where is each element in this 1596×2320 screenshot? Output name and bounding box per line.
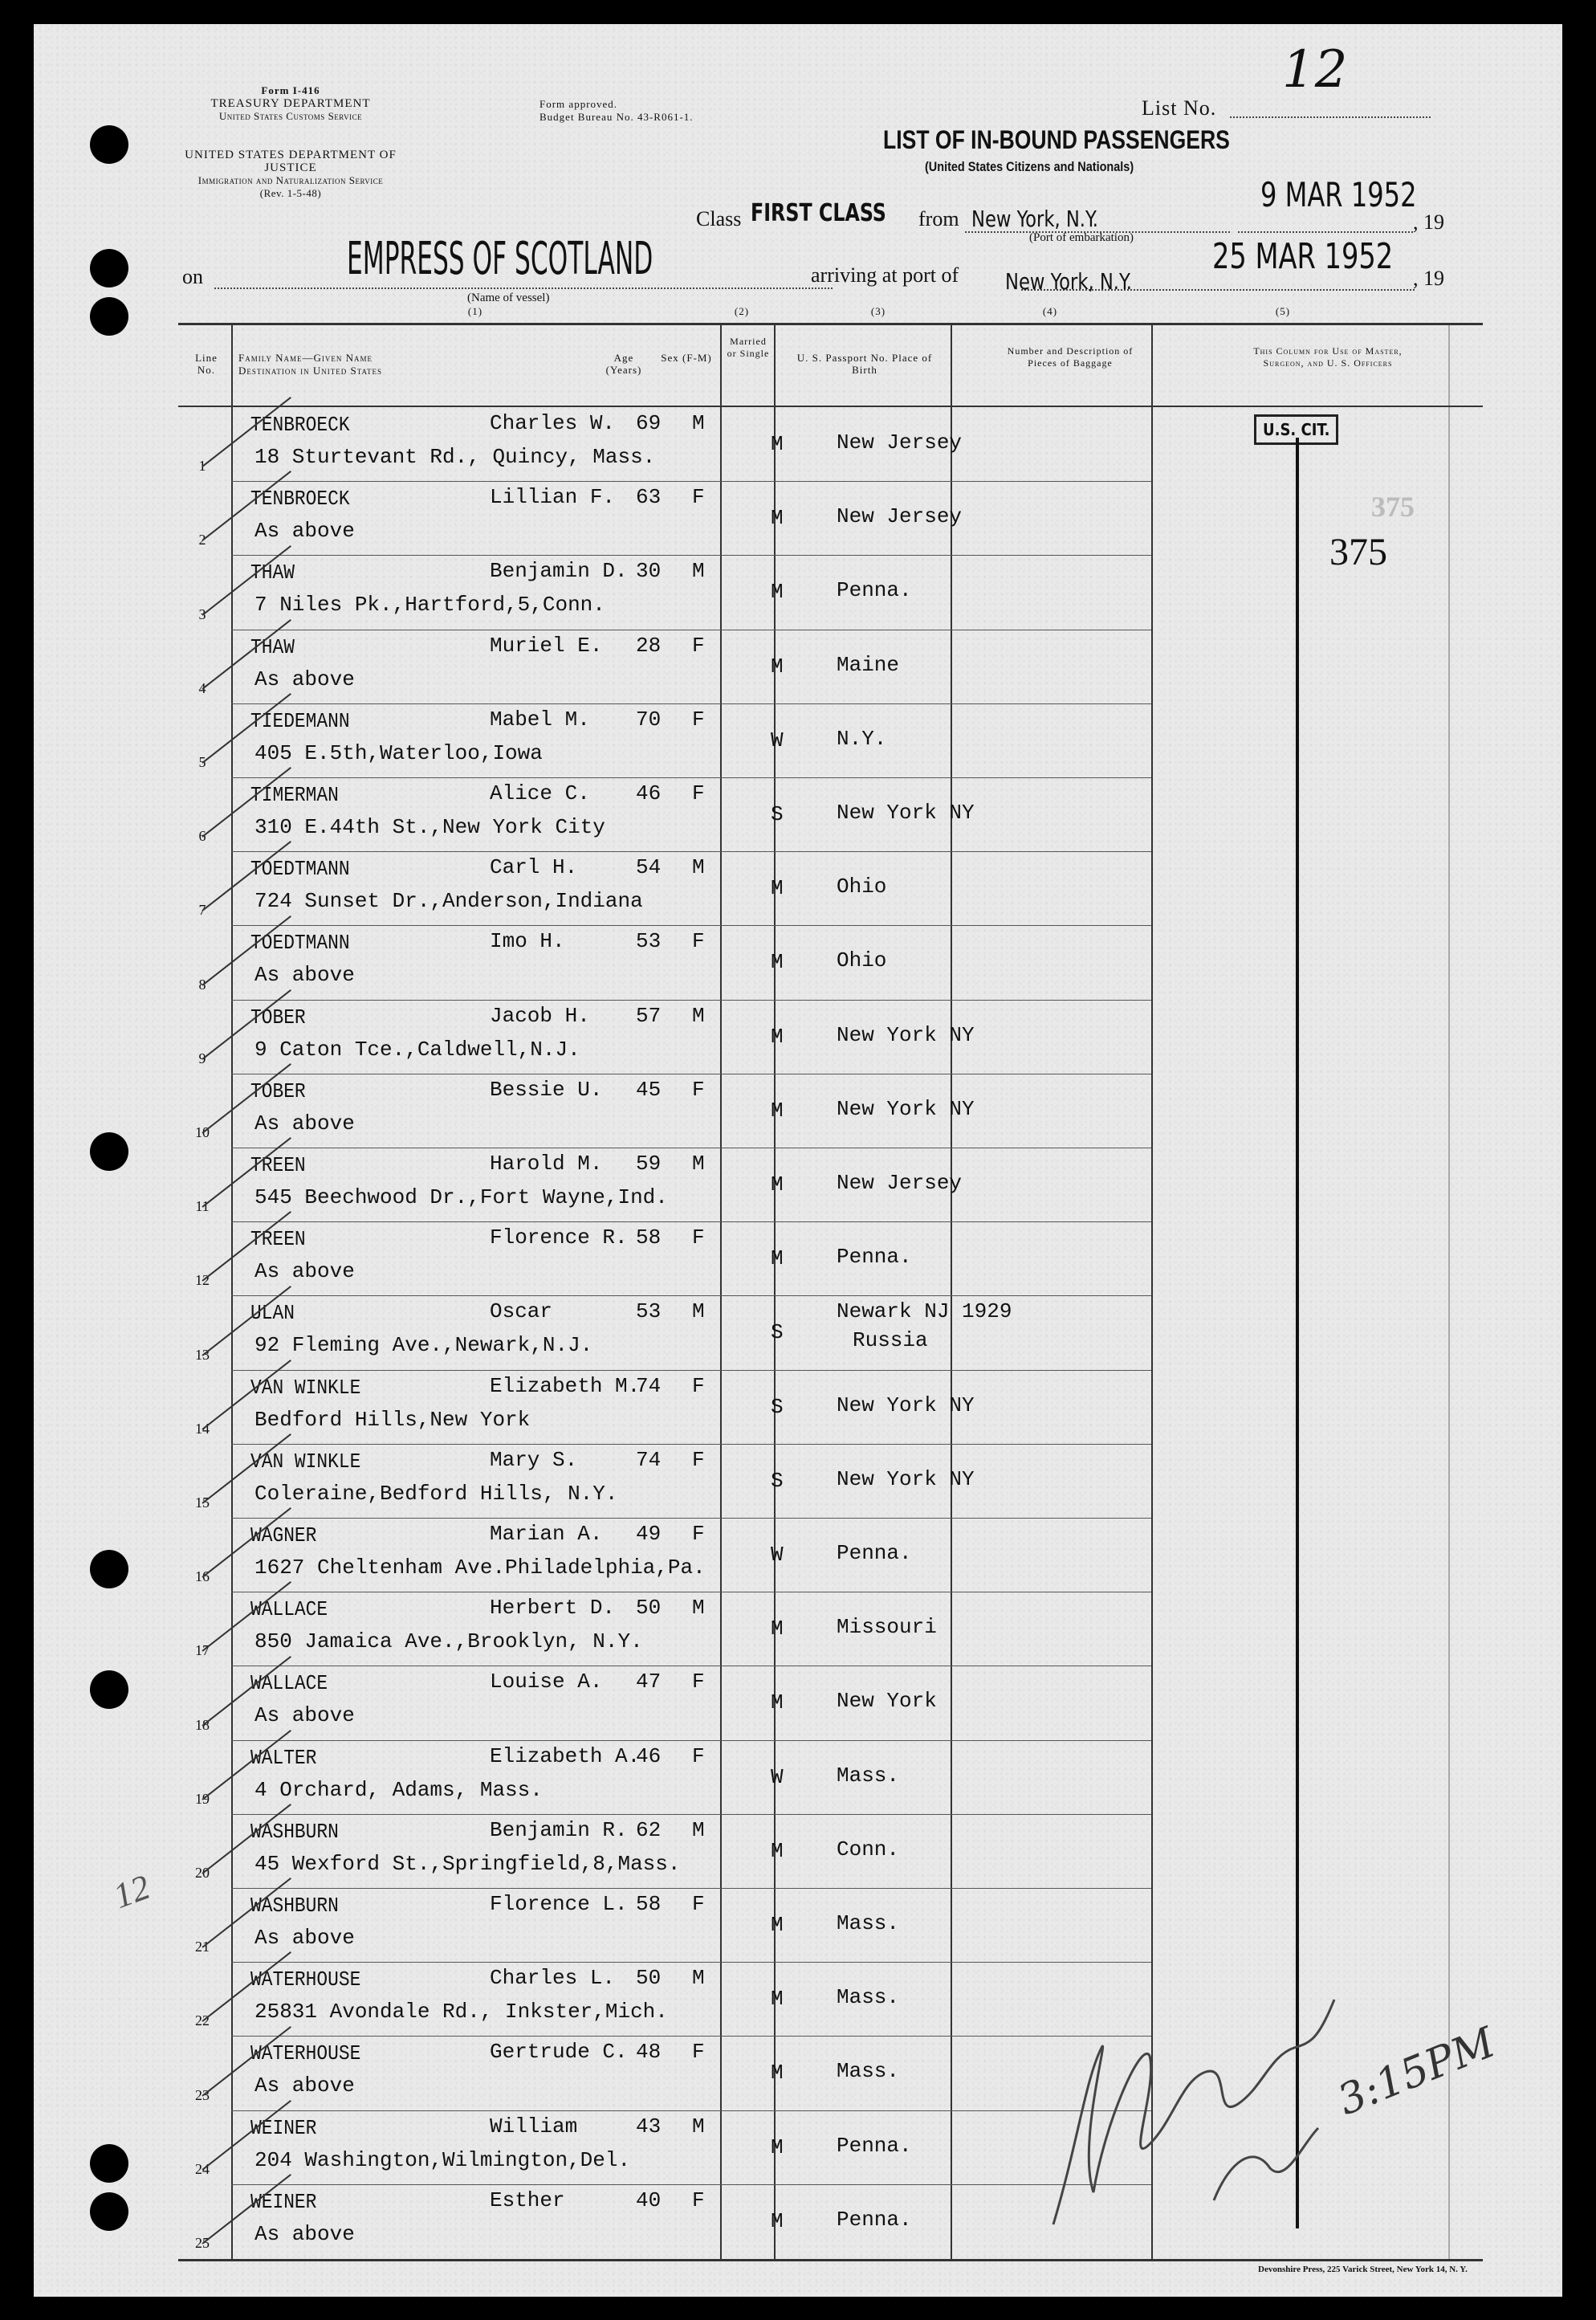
col-head-sex: Sex (F-M) xyxy=(661,352,712,364)
class-label: Class xyxy=(696,207,742,230)
sex: F xyxy=(692,1743,705,1768)
destination: 405 E.5th,Waterloo,Iowa xyxy=(254,740,543,765)
table-row xyxy=(34,852,1562,926)
marital-status: M xyxy=(771,432,784,456)
family-name: TENBROECK xyxy=(250,487,350,512)
col-head-married: Married or Single xyxy=(727,336,770,359)
given-name: Florence L. xyxy=(490,1892,628,1916)
age: 54 xyxy=(636,855,662,880)
destination: 545 Beechwood Dr.,Fort Wayne,Ind. xyxy=(254,1185,668,1209)
table-row xyxy=(34,1222,1562,1296)
age: 53 xyxy=(636,1299,662,1324)
arriving-port: New York, N.Y. xyxy=(1005,268,1132,295)
family-name: WEINER xyxy=(250,2115,317,2140)
sex: F xyxy=(692,1670,705,1694)
given-name: Jacob H. xyxy=(490,1003,590,1028)
given-name: Charles W. xyxy=(490,411,616,435)
given-name: Gertrude C. xyxy=(490,2040,628,2065)
table-row xyxy=(34,408,1562,482)
sex: M xyxy=(692,1152,705,1176)
table-row xyxy=(34,1445,1562,1519)
given-name: Marian A. xyxy=(490,1522,603,1546)
marital-status: M xyxy=(771,2134,784,2159)
marital-status: M xyxy=(771,1987,784,2012)
treasury-header xyxy=(162,84,419,123)
destination: 18 Sturtevant Rd., Quincy, Mass. xyxy=(254,445,656,469)
age: 74 xyxy=(636,1447,662,1472)
given-name: Louise A. xyxy=(490,1670,603,1694)
col-num-5: (5) xyxy=(1275,305,1291,317)
arriving-label: arriving at port of xyxy=(811,263,959,287)
line-number: 25 xyxy=(195,2234,210,2251)
from-value: New York, N.Y. xyxy=(971,206,1098,232)
marital-status: M xyxy=(771,1690,784,1715)
vessel-caption: (Name of vessel) xyxy=(467,292,550,304)
place-of-birth: Newark NJ 1929 xyxy=(837,1299,1012,1324)
given-name: Mary S. xyxy=(490,1447,578,1472)
place-of-birth: Mass. xyxy=(837,1985,900,2010)
line-number: 23 xyxy=(195,2086,210,2103)
sex: F xyxy=(692,485,705,510)
table-row xyxy=(34,630,1562,704)
table-row xyxy=(34,1371,1562,1445)
line-number: 19 xyxy=(195,1790,210,1807)
col-num-2: (2) xyxy=(734,305,750,317)
line-number: 17 xyxy=(195,1642,210,1659)
destination: 4 Orchard, Adams, Mass. xyxy=(254,1777,543,1802)
given-name: Lillian F. xyxy=(490,485,616,510)
line-number: 6 xyxy=(198,828,206,845)
line-number: 24 xyxy=(195,2160,210,2177)
destination: Coleraine,Bedford Hills, N.Y. xyxy=(254,1481,618,1506)
age: 49 xyxy=(636,1522,662,1546)
col-head-officers: This Column for Use of Master, Surgeon, and U. S. Officers xyxy=(1253,345,1403,369)
family-name: TOEDTMANN xyxy=(250,931,350,956)
officer-count-faint: 375 xyxy=(1371,491,1415,523)
ins-service: Immigration and Naturalization Service xyxy=(197,174,384,186)
col-num-4: (4) xyxy=(1042,305,1058,317)
age: 43 xyxy=(636,2114,662,2139)
place-of-birth: Ohio xyxy=(837,948,887,973)
sex: F xyxy=(692,707,705,732)
family-name: WASHBURN xyxy=(250,1894,339,1918)
age: 70 xyxy=(636,707,662,732)
given-name: Muriel E. xyxy=(490,633,603,658)
marital-status: M xyxy=(771,876,784,901)
on-label: on xyxy=(182,265,203,288)
revision: (Rev. 1-5-48) xyxy=(259,187,322,199)
family-name: WAGNER xyxy=(250,1523,317,1547)
given-name: Benjamin D. xyxy=(490,559,628,584)
marital-status: S xyxy=(771,1468,784,1493)
col-head-age: Age (Years) xyxy=(605,352,642,376)
sex: M xyxy=(692,1966,705,1991)
age: 58 xyxy=(636,1225,662,1250)
place-of-birth: New York NY xyxy=(837,1392,975,1417)
destination: 92 Fleming Ave.,Newark,N.J. xyxy=(254,1333,593,1358)
destination: 1627 Cheltenham Ave.Philadelphia,Pa. xyxy=(254,1556,706,1580)
age: 40 xyxy=(636,2187,662,2212)
marital-status: M xyxy=(771,580,784,605)
printer-imprint: Devonshire Press, 225 Varick Street, New York 14, N. Y. xyxy=(1258,2265,1468,2274)
sex: F xyxy=(692,1225,705,1250)
marital-status: M xyxy=(771,2061,784,2086)
place-of-birth: New York NY xyxy=(837,1466,975,1491)
col-head-dest: Destination in United States xyxy=(238,365,383,377)
vessel-name: EMPRESS OF SCOTLAND xyxy=(347,233,653,285)
line-number: 1 xyxy=(198,458,206,475)
destination: 310 E.44th St.,New York City xyxy=(254,815,605,839)
family-name: WEINER xyxy=(250,2189,317,2214)
given-name: Benjamin R. xyxy=(490,1817,628,1842)
age: 58 xyxy=(636,1892,662,1916)
binder-hole xyxy=(90,125,128,164)
binder-hole xyxy=(90,249,128,287)
marital-status: S xyxy=(771,1394,784,1419)
treasury-dept: TREASURY DEPARTMENT xyxy=(210,97,371,110)
from-label: from xyxy=(918,207,959,230)
table-row xyxy=(34,926,1562,1000)
marital-status: W xyxy=(771,728,784,752)
destination: 9 Caton Tce.,Caldwell,N.J. xyxy=(254,1037,580,1062)
destination: 204 Washington,Wilmington,Del. xyxy=(254,2147,631,2172)
destination: 7 Niles Pk.,Hartford,5,Conn. xyxy=(254,593,605,618)
age: 50 xyxy=(636,1966,662,1991)
place-of-birth: Penna. xyxy=(837,2207,912,2232)
year-suffix-1: , 19 xyxy=(1413,210,1444,234)
col-head-passport: U. S. Passport No. Place of Birth xyxy=(796,352,933,376)
place-of-birth: Mass. xyxy=(837,2059,900,2084)
document-title: LIST OF IN-BOUND PASSENGERS xyxy=(883,125,1230,154)
sex: M xyxy=(692,1003,705,1028)
table-row xyxy=(34,778,1562,852)
place-of-birth: Penna. xyxy=(837,1541,912,1565)
line-number: 3 xyxy=(198,605,206,622)
marital-status: M xyxy=(771,2208,784,2233)
given-name: Mabel M. xyxy=(490,707,590,732)
given-name: Elizabeth M. xyxy=(490,1373,641,1398)
col-head-baggage: Number and Description of Pieces of Baggage xyxy=(1007,345,1134,369)
table-row xyxy=(34,1815,1562,1889)
line-number: 12 xyxy=(195,1272,210,1289)
table-row xyxy=(34,1148,1562,1222)
family-name: VAN WINKLE xyxy=(250,1449,361,1474)
sex: F xyxy=(692,2040,705,2065)
col-num-1: (1) xyxy=(467,305,483,317)
given-name: Harold M. xyxy=(490,1152,603,1176)
time-handwritten: 3:15PM xyxy=(1331,2018,1502,2126)
destination: As above xyxy=(254,1111,355,1136)
destination: As above xyxy=(254,2221,355,2246)
destination: 25831 Avondale Rd., Inkster,Mich. xyxy=(254,2000,668,2024)
family-name: THAW xyxy=(250,634,295,659)
marital-status: W xyxy=(771,1543,784,1567)
marital-status: M xyxy=(771,506,784,531)
given-name: Charles L. xyxy=(490,1966,616,1991)
table-row xyxy=(34,1592,1562,1666)
place-of-birth: New Jersey xyxy=(837,1171,963,1195)
sex: F xyxy=(692,1892,705,1916)
table-row xyxy=(34,1296,1562,1370)
sex: F xyxy=(692,633,705,658)
given-name: Esther xyxy=(490,2187,565,2212)
marital-status: S xyxy=(771,802,784,826)
given-name: Carl H. xyxy=(490,855,578,880)
family-name: WATERHOUSE xyxy=(250,1967,361,1992)
age: 50 xyxy=(636,1596,662,1621)
family-name: WALTER xyxy=(250,1745,317,1770)
line-number: 18 xyxy=(195,1716,210,1733)
port-embarkation-caption: (Port of embarkation) xyxy=(1029,231,1134,244)
given-name: Florence R. xyxy=(490,1225,628,1250)
age: 46 xyxy=(636,781,662,805)
marital-status: M xyxy=(771,1172,784,1197)
sex: F xyxy=(692,1447,705,1472)
given-name: Herbert D. xyxy=(490,1596,616,1621)
table-row xyxy=(34,1666,1562,1740)
customs-service: United States Customs Service xyxy=(218,110,363,122)
family-name: THAW xyxy=(250,561,295,585)
marital-status: M xyxy=(771,1246,784,1271)
place-of-birth: Maine xyxy=(837,652,900,677)
col-num-3: (3) xyxy=(870,305,886,317)
given-name: Alice C. xyxy=(490,781,590,805)
list-no-line xyxy=(1230,116,1431,118)
place-of-birth: New York xyxy=(837,1689,937,1714)
age: 47 xyxy=(636,1670,662,1694)
sex: M xyxy=(692,1596,705,1621)
destination: As above xyxy=(254,963,355,988)
line-number: 21 xyxy=(195,1939,210,1955)
line-number: 11 xyxy=(195,1198,210,1215)
sex: M xyxy=(692,1299,705,1324)
table-head-rule xyxy=(178,406,1483,407)
margin-number-handwritten: 12 xyxy=(108,1866,156,1917)
table-row xyxy=(34,704,1562,778)
family-name: VAN WINKLE xyxy=(250,1375,361,1400)
vessel-line xyxy=(214,287,833,289)
family-name: WALLACE xyxy=(250,1597,328,1622)
document-subtitle: (United States Citizens and Nationals) xyxy=(925,159,1134,174)
given-name: Elizabeth A. xyxy=(490,1743,641,1768)
year-suffix-2: , 19 xyxy=(1413,267,1444,290)
place-of-birth: Conn. xyxy=(837,1837,900,1861)
binder-hole xyxy=(90,297,128,336)
justice-dept: UNITED STATES DEPARTMENT OF JUSTICE xyxy=(185,149,397,174)
line-number: 14 xyxy=(195,1420,210,1437)
family-name: TENBROECK xyxy=(250,413,350,437)
place-of-birth: Mass. xyxy=(837,1763,900,1788)
given-name: Bessie U. xyxy=(490,1077,603,1102)
line-number: 15 xyxy=(195,1494,210,1511)
table-top-rule xyxy=(178,323,1483,325)
col-head-lineno: Line No. xyxy=(195,352,218,376)
justice-header xyxy=(170,149,411,200)
table-row xyxy=(34,1889,1562,1963)
destination: As above xyxy=(254,1703,355,1728)
line-number: 2 xyxy=(198,532,206,548)
marital-status: M xyxy=(771,1024,784,1049)
age: 74 xyxy=(636,1373,662,1398)
age: 53 xyxy=(636,929,662,954)
given-name: Imo H. xyxy=(490,929,565,954)
family-name: TIEDEMANN xyxy=(250,708,350,733)
place-of-birth: Missouri xyxy=(837,1615,937,1640)
destination: 850 Jamaica Ave.,Brooklyn, N.Y. xyxy=(254,1629,643,1654)
place-of-birth: Ohio xyxy=(837,875,887,899)
line-number: 13 xyxy=(195,1346,210,1363)
table-row xyxy=(34,1001,1562,1074)
officer-count: 375 xyxy=(1329,531,1387,573)
line-number: 8 xyxy=(198,976,206,993)
sex: F xyxy=(692,1522,705,1546)
destination: 45 Wexford St.,Springfield,8,Mass. xyxy=(254,1851,681,1876)
sex: M xyxy=(692,2114,705,2139)
age: 28 xyxy=(636,633,662,658)
place-of-birth: New York NY xyxy=(837,1096,975,1121)
sex: M xyxy=(692,855,705,880)
sex: M xyxy=(692,559,705,584)
marital-status: W xyxy=(771,1764,784,1789)
destination: As above xyxy=(254,1926,355,1950)
given-name: William xyxy=(490,2114,578,2139)
age: 57 xyxy=(636,1003,662,1028)
sex: F xyxy=(692,1077,705,1102)
manifest-page xyxy=(34,24,1562,2297)
age: 62 xyxy=(636,1817,662,1842)
destination: As above xyxy=(254,519,355,544)
sex: F xyxy=(692,1373,705,1398)
place-of-birth: New Jersey xyxy=(837,430,963,455)
table-row xyxy=(34,1074,1562,1148)
family-name: WALLACE xyxy=(250,1671,328,1696)
place-of-birth: Penna. xyxy=(837,2133,912,2158)
arrival-date: 25 MAR 1952 xyxy=(1212,236,1394,277)
col-head-name: Family Name—Given Name xyxy=(238,352,373,364)
list-no-handwritten: 12 xyxy=(1282,40,1348,100)
list-no-label: List No. xyxy=(1142,96,1217,120)
table-row xyxy=(34,1519,1562,1592)
line-number: 16 xyxy=(195,1568,210,1585)
officer-signature xyxy=(1029,1984,1350,2240)
destination: 724 Sunset Dr.,Anderson,Indiana xyxy=(254,889,643,914)
marital-status: M xyxy=(771,1838,784,1863)
age: 48 xyxy=(636,2040,662,2065)
age: 45 xyxy=(636,1077,662,1102)
marital-status: M xyxy=(771,950,784,975)
line-number: 22 xyxy=(195,2012,210,2029)
embark-date-line xyxy=(1238,231,1413,233)
sex: F xyxy=(692,929,705,954)
destination: As above xyxy=(254,667,355,691)
place-of-birth: New York NY xyxy=(837,1022,975,1047)
destination: As above xyxy=(254,1259,355,1284)
place-of-birth: Penna. xyxy=(837,578,912,603)
sex: M xyxy=(692,1817,705,1842)
family-name: WASHBURN xyxy=(250,1819,339,1844)
line-number: 10 xyxy=(195,1123,210,1140)
marital-status: M xyxy=(771,1913,784,1937)
family-name: ULAN xyxy=(250,1301,295,1326)
form-number: Form I-416 xyxy=(261,84,320,96)
line-number: 5 xyxy=(198,753,206,770)
table-row xyxy=(34,556,1562,630)
line-number: 9 xyxy=(198,1050,206,1066)
family-name: TIMERMAN xyxy=(250,783,339,807)
line-number: 7 xyxy=(198,902,206,919)
family-name: TOBER xyxy=(250,1078,306,1103)
marital-status: M xyxy=(771,654,784,679)
age: 69 xyxy=(636,411,662,435)
embark-date: 9 MAR 1952 xyxy=(1260,175,1417,214)
sex: F xyxy=(692,2187,705,2212)
place-of-birth: Mass. xyxy=(837,1911,900,1935)
age: 30 xyxy=(636,559,662,584)
age: 46 xyxy=(636,1743,662,1768)
table-bottom-rule xyxy=(178,2259,1483,2261)
place-of-birth-2: Russia xyxy=(853,1328,928,1353)
sex: M xyxy=(692,411,705,435)
family-name: TOBER xyxy=(250,1005,306,1030)
family-name: TREEN xyxy=(250,1153,306,1177)
marital-status: M xyxy=(771,1098,784,1123)
sex: F xyxy=(692,781,705,805)
place-of-birth: New York NY xyxy=(837,801,975,825)
place-of-birth: N.Y. xyxy=(837,726,887,751)
family-name: TOEDTMANN xyxy=(250,857,350,882)
form-approved: Form approved. Budget Bureau No. 43-R061-1. xyxy=(539,98,694,123)
marital-status: S xyxy=(771,1320,784,1345)
line-number: 4 xyxy=(198,679,206,696)
destination: As above xyxy=(254,2073,355,2098)
table-row xyxy=(34,1741,1562,1815)
age: 59 xyxy=(636,1152,662,1176)
place-of-birth: Penna. xyxy=(837,1245,912,1270)
destination: Bedford Hills,New York xyxy=(254,1407,531,1432)
given-name: Oscar xyxy=(490,1299,553,1324)
us-cit-stamp: U.S. CIT. xyxy=(1254,414,1338,445)
family-name: WATERHOUSE xyxy=(250,2041,361,2066)
age: 63 xyxy=(636,485,662,510)
place-of-birth: New Jersey xyxy=(837,504,963,529)
class-value: FIRST CLASS xyxy=(751,199,886,227)
line-number: 20 xyxy=(195,1864,210,1881)
table-row xyxy=(34,482,1562,556)
family-name: TREEN xyxy=(250,1227,306,1252)
marital-status: M xyxy=(771,1617,784,1641)
